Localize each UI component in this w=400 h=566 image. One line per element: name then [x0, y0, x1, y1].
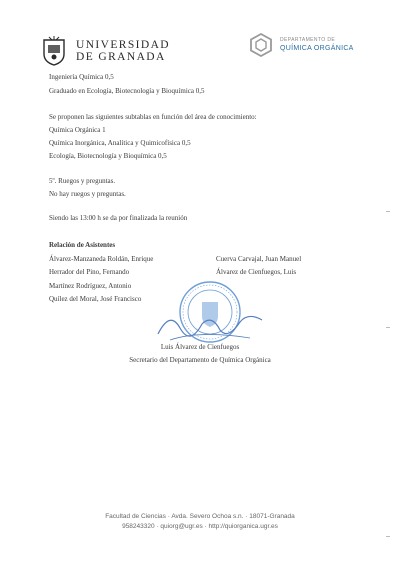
attendee-left-2: Herrador del Pino, Fernando [49, 268, 130, 276]
body-line-3: Se proponen las siguientes subtablas en función del área de conocimiento: [49, 113, 257, 121]
body-line-6: Ecología, Biotecnología y Bioquímica 0,5 [49, 152, 167, 160]
footer-contact: 958243320 · quiorg@ugr.es · http://quiorganica.ugr.es [122, 523, 278, 530]
section-5-text: No hay ruegos y preguntas. [49, 190, 126, 198]
university-line-2: DE GRANADA [76, 51, 166, 63]
university-crest-icon [40, 36, 68, 66]
attendee-right-1: Cuerva Carvajal, Juan Manuel [216, 255, 302, 263]
university-line-1: UNIVERSIDAD [76, 39, 170, 51]
department-name: QUÍMICA ORGÁNICA [280, 45, 354, 52]
body-line-4: Química Orgánica 1 [49, 126, 106, 134]
footer-address: Facultad de Ciencias · Avda. Severo Ochoa s.n. · 18071-Granada [105, 513, 295, 520]
attendee-left-4: Quílez del Moral, José Francisco [49, 295, 142, 303]
body-line-2: Graduado en Ecología, Biotecnología y Bioquímica 0,5 [49, 87, 205, 95]
department-label: DEPARTAMENTO DE [280, 37, 336, 43]
closing-line: Siendo las 13:00 h se da por finalizada la reunión [49, 214, 188, 222]
body-line-1: Ingeniería Química 0,5 [49, 73, 114, 81]
university-name [76, 39, 170, 63]
hexagon-logo-icon [250, 33, 272, 57]
attendees-title: Relación de Asistentes [49, 241, 116, 249]
signer-role: Secretario del Departamento de Química Orgánica [129, 356, 271, 364]
signer-name: Luis Álvarez de Cienfuegos [160, 343, 240, 351]
margin-mark [386, 327, 390, 328]
department-logo [250, 33, 370, 59]
attendee-right-2: Álvarez de Cienfuegos, Luis [216, 268, 297, 276]
attendee-left-3: Martínez Rodríguez, Antonio [49, 282, 132, 290]
margin-mark [386, 536, 390, 537]
attendee-left-1: Álvarez-Manzaneda Roldán, Enrique [49, 255, 154, 263]
section-5-title: 5º. Ruegos y preguntas. [49, 177, 116, 185]
margin-mark [386, 211, 390, 212]
body-line-5: Química Inorgánica, Analítica y Quimicofísica 0,5 [49, 139, 191, 147]
